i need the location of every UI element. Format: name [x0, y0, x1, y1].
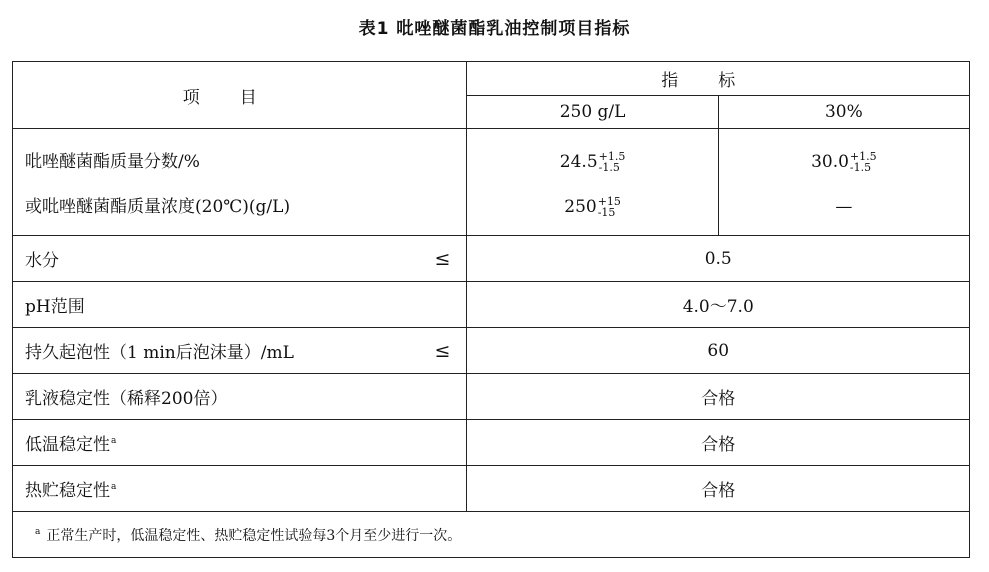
mass-250-plus: +1.5	[598, 150, 626, 163]
mass-30-tolerance	[850, 151, 877, 173]
conc-250	[479, 187, 705, 227]
header-index-cell	[467, 62, 970, 96]
heat-label-cell	[13, 466, 467, 512]
footnote-text: 正常生产时，低温稳定性、热贮稳定性试验每3个月至少进行一次。	[46, 527, 462, 544]
water-label-cell	[13, 236, 467, 282]
header-row-1	[13, 62, 970, 96]
low-temp-footnote-marker: a	[111, 436, 117, 447]
mass-30-value: 30.0	[811, 152, 849, 172]
emulsion-label: 乳液稳定性（稀释200倍）	[13, 374, 467, 420]
content-250-cell	[467, 129, 718, 236]
heat-footnote-marker: a	[111, 482, 117, 493]
water-row	[13, 236, 970, 282]
water-value: 0.5	[467, 236, 970, 282]
low-temp-label-cell	[13, 420, 467, 466]
footnote-cell	[13, 512, 970, 558]
emulsion-row	[13, 374, 970, 420]
low-temp-value: 合格	[467, 420, 970, 466]
foam-row	[13, 328, 970, 374]
content-conc-label: 或吡唑醚菌酯质量浓度(20℃)(g/L)	[25, 197, 291, 217]
table-title: 表1 吡唑醚菌酯乳油控制项目指标	[358, 19, 631, 39]
conc-30-value: —	[835, 197, 853, 217]
mass-30	[731, 137, 957, 187]
header-250: 250 g/L	[467, 96, 718, 129]
mass-250-minus: -1.5	[598, 161, 620, 174]
low-temp-label: 低温稳定性	[25, 435, 110, 455]
foam-le-symbol: ≤	[434, 339, 451, 362]
header-30: 30%	[718, 96, 969, 129]
water-label: 水分	[25, 251, 59, 271]
emulsion-value: 合格	[467, 374, 970, 420]
conc-250-minus: -15	[597, 206, 616, 219]
content-row	[13, 129, 970, 236]
content-30-cell	[718, 129, 969, 236]
ph-value: 4.0～7.0	[467, 282, 970, 328]
content-label-cell	[13, 129, 467, 236]
conc-250-value: 250	[564, 197, 597, 217]
mass-250-tolerance	[599, 151, 626, 173]
header-item-cell	[13, 62, 467, 129]
mass-30-minus: -1.5	[849, 161, 872, 174]
spec-table	[12, 61, 970, 558]
footnote-row	[13, 512, 970, 558]
conc-250-tolerance	[598, 196, 621, 218]
mass-30-plus: +1.5	[849, 150, 877, 163]
foam-value: 60	[467, 328, 970, 374]
footnote-marker: a	[35, 526, 41, 537]
heat-row	[13, 466, 970, 512]
ph-row	[13, 282, 970, 328]
ph-label: pH范围	[13, 282, 467, 328]
low-temp-row	[13, 420, 970, 466]
foam-label-cell	[13, 328, 467, 374]
content-mass-label: 吡唑醚菌酯质量分数/%	[25, 152, 200, 172]
header-index: 指标	[661, 71, 776, 91]
mass-250	[479, 137, 705, 187]
conc-250-plus: +15	[597, 195, 621, 208]
heat-value: 合格	[467, 466, 970, 512]
water-le-symbol: ≤	[434, 247, 451, 270]
header-item: 项目	[182, 87, 297, 108]
mass-250-value: 24.5	[559, 152, 598, 172]
heat-label: 热贮稳定性	[25, 481, 110, 501]
foam-label: 持久起泡性（1 min后泡沫量）/mL	[25, 343, 294, 363]
